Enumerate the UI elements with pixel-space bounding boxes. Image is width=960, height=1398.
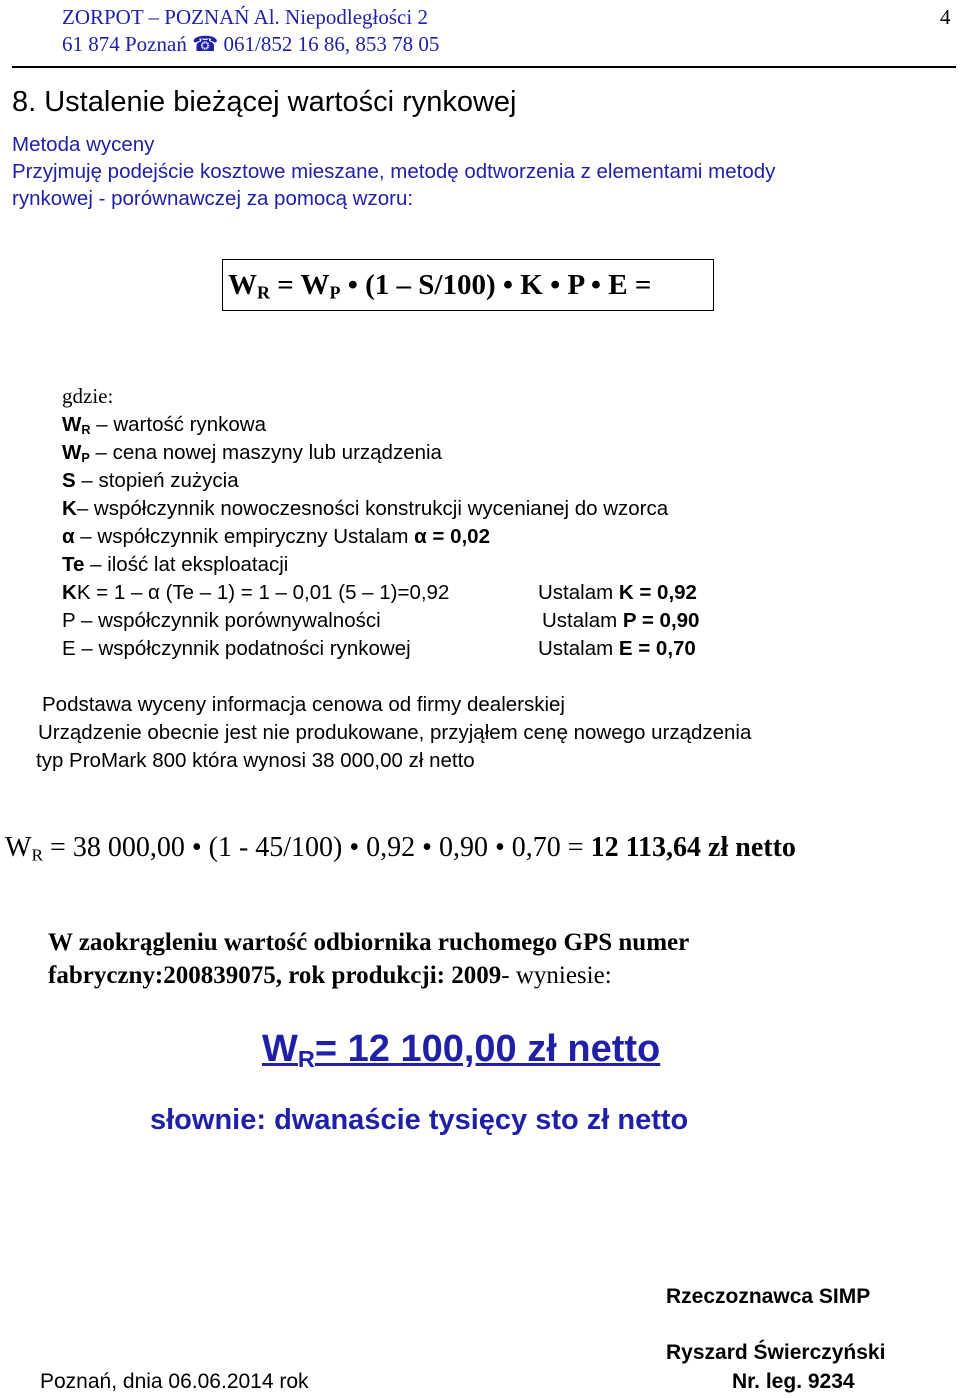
k-value: Ustalam K = 0,92 (538, 581, 697, 604)
p-value: Ustalam P = 0,90 (542, 609, 700, 632)
formula-sub-r: R (257, 282, 270, 303)
legend-row-k: K– współczynnik nowoczesności konstrukcji wycenianej do wzorca (62, 497, 669, 520)
basis-line-2: Urządzenie obecnie jest nie produkowane, przyjąłem cenę nowego urządzenia (38, 721, 752, 744)
e-value: Ustalam E = 0,70 (538, 637, 696, 660)
conclusion-line-1: W zaokrągleniu wartość odbiornika ruchomego GPS numer (48, 929, 690, 956)
final-sub-r: R (297, 1045, 315, 1072)
intro-line-2: rynkowej - porównawczej za pomocą wzoru: (12, 187, 414, 210)
formula-sub-p: P (329, 282, 341, 303)
calc-sub-r: R (31, 845, 44, 865)
license-number: Nr. leg. 9234 (732, 1370, 855, 1393)
header-divider (12, 66, 956, 68)
value-in-words: słownie: dwanaście tysięcy sto zł netto (150, 1104, 689, 1136)
k-formula-text: K = 1 – α (Te – 1) = 1 – 0,01 (5 – 1)=0,92 (76, 581, 450, 604)
method-label: Metoda wyceny (12, 133, 155, 156)
signature-role: Rzeczoznawca SIMP (666, 1285, 871, 1308)
phone-icon: ☎ (192, 32, 219, 56)
legend-gdzie: gdzie: (62, 384, 114, 408)
final-amount: = 12 100,00 zł netto (314, 1028, 661, 1070)
p-description: P – współczynnik porównywalności (62, 609, 381, 632)
formula-eq: = W (269, 269, 330, 301)
legend-row-s: S – stopień zużycia (62, 469, 239, 492)
legend-row-wr: $W_R$ – wartość rynkowa (62, 413, 266, 438)
basis-line-1: Podstawa wyceny informacja cenowa od firmy dealerskiej (42, 693, 565, 716)
intro-line-1: Przyjmuję podejście kosztowe mieszane, metodę odtworzenia z elementami metody (12, 160, 776, 183)
legend-row-te: Te – ilość lat eksploatacji (62, 553, 289, 576)
conclusion-line-2: fabryczny:200839075, rok produkcji: 2009- wyniesie: (48, 962, 612, 989)
k-formula: KK = 1 – α (Te – 1) = 1 – 0,01 (5 – 1)=0,92 (62, 581, 450, 604)
calc-result: 12 113,64 zł netto (590, 832, 796, 863)
e-description: E – współczynnik podatności rynkowej (62, 637, 411, 660)
section-title: 8. Ustalenie bieżącej wartości rynkowej (12, 86, 517, 118)
final-w: W (262, 1028, 298, 1070)
header-address-line-1: ZORPOT – POZNAŃ Al. Niepodległości 2 (62, 5, 428, 29)
signature-name: Ryszard Świerczyński (666, 1341, 886, 1364)
calculation-line (5, 832, 796, 865)
calc-body: = 38 000,00 • (1 - 45/100) • 0,92 • 0,90 • 0,70 = (43, 832, 591, 863)
page-number: 4 (940, 5, 951, 29)
header-phones: 061/852 16 86, 853 78 05 (218, 32, 440, 56)
legend-row-alpha: α – współczynnik empiryczny Ustalam α = 0,02 (62, 525, 490, 548)
basis-line-3: typ ProMark 800 która wynosi 38 000,00 zł netto (36, 749, 475, 772)
formula (228, 269, 651, 303)
final-value (262, 1028, 660, 1073)
formula-w: W (228, 269, 257, 301)
legend-row-wp: $W_P$ – cena nowej maszyny lub urządzenia (62, 441, 442, 466)
formula-rest: • (1 – S/100) • K • P • E = (340, 269, 652, 301)
header-city: 61 874 Poznań (62, 32, 193, 56)
calc-w: W (5, 832, 32, 863)
place-date: Poznań, dnia 06.06.2014 rok (40, 1370, 309, 1393)
header-address-line-2 (62, 32, 439, 56)
